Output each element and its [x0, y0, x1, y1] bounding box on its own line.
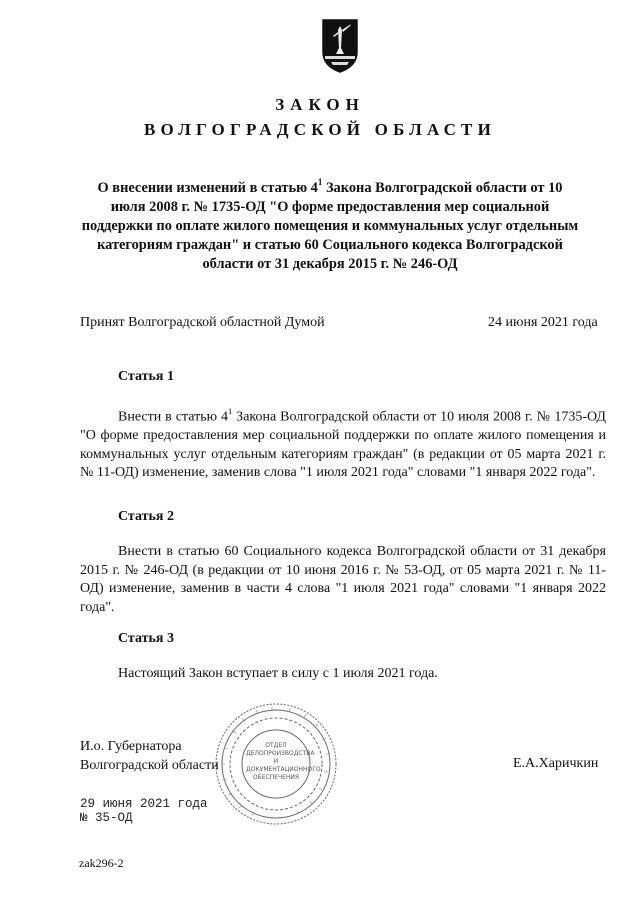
article-2-title: Статья 2 [118, 509, 174, 524]
article-1-text: Внести в статью $4^1$ Закона Волгоградской области от 10 июля 2008 г. № 1735-ОД "О форме предоставления мер социальной поддержки по оплате жилого помещения и коммунальных услуг отдельным категориям граждан" (в редакции от 05 марта 2021 г. № 11-ОД) изменение, заменив слова "1 июля 2021 года" словами "1 января 2022 года". [80, 406, 606, 481]
stamp-text-line: ОТДЕЛ [265, 742, 287, 749]
registration-date: 29 июня 2021 года [80, 797, 208, 811]
law-subject-heading: О внесении изменений в статью $4^1$ Закона Волгоградской области от 10 июля 2008 г. № 1735-ОД "О форме предоставления мер социальной поддержки по оплате жилого помещения и коммунальных услуг отдельным категориям граждан" и статью 60 Социального кодекса Волгоградской области от 31 декабря 2015 г. № 246-ОД [81, 177, 579, 272]
signatory-position: И.о. Губернатора Волгоградской области [80, 739, 219, 773]
article-1-title: Статья 1 [118, 369, 174, 384]
adopted-by-label: Принят Волгоградской областной Думой [80, 315, 325, 330]
registration-info [80, 797, 208, 825]
article-3-text: Настоящий Закон вступает в силу с 1 июля 2021 года. [118, 666, 438, 681]
coat-of-arms-icon [321, 18, 359, 74]
document-code: zak296-2 [79, 856, 124, 870]
registration-number: № 35-ОД [80, 811, 133, 825]
official-stamp-icon [212, 700, 340, 828]
stamp-text-line: ОБЕСПЕЧЕНИЯ [252, 774, 300, 781]
adoption-date: 24 июня 2021 года [488, 315, 598, 330]
article-3-title: Статья 3 [118, 631, 174, 646]
signatory-name: Е.А.Харичкин [513, 756, 599, 771]
stamp-text-line: И ДОКУМЕНТАЦИОННОГО [246, 758, 321, 773]
region-title: ВОЛГОГРАДСКОЙ ОБЛАСТИ [143, 120, 497, 139]
stamp-text-line: ДЕЛОПРОИЗВОДСТВА [246, 750, 315, 757]
article-2-text: Внести в статью 60 Социального кодекса Волгоградской области от 31 декабря 2015 г. № 246-ОД (в редакции от 10 июня 2016 г. № 53-ОД, от 05 марта 2021 г. № 11-ОД) изменение, заменив в части 4 слова "1 июля 2021 года" словами "1 января 2022 года". [80, 544, 606, 615]
document-type-title: ЗАКОН [275, 95, 365, 114]
